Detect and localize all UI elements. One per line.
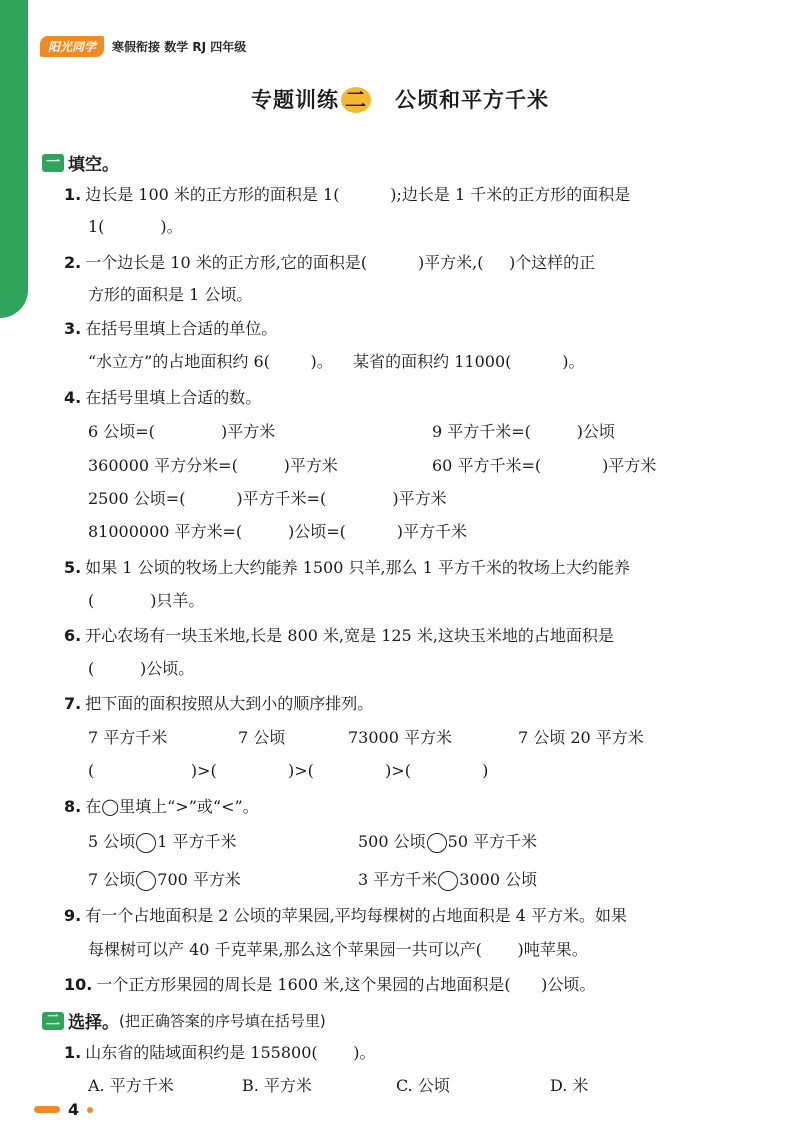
- q7-item2: 7 公顷: [238, 728, 286, 747]
- page-header: [40, 34, 246, 58]
- q1-line2: 1( )。: [88, 217, 183, 236]
- q6-line1: 6. 开心农场有一块玉米地,长是 800 米,宽是 125 米,这块玉米地的占地面积是: [64, 626, 614, 645]
- q3-line1: 3. 在括号里填上合适的单位。: [64, 319, 278, 338]
- choice-option-c: C. 公顷: [396, 1076, 450, 1095]
- q5-line1: 5. 如果 1 公顷的牧场上大约能养 1500 只羊,那么 1 平方千米的牧场上大约能养: [64, 558, 630, 577]
- section-fill-blank: [42, 150, 119, 175]
- q7-answer-row: ( )>( )>( )>( ): [88, 761, 489, 780]
- compare-circle[interactable]: [136, 871, 156, 891]
- q10-line1: 10. 一个正方形果园的周长是 1600 米,这个果园的占地面积是( )公顷。: [64, 975, 596, 994]
- section-title: 填空。: [68, 155, 119, 175]
- q2-line1: 2. 一个边长是 10 米的正方形,它的面积是( )平方米,( )个这样的正: [64, 253, 596, 272]
- choice-option-d: D. 米: [550, 1076, 589, 1095]
- q8-compare-2: 500 公顷 50 平方千米: [358, 832, 538, 851]
- page-footer: [34, 1100, 93, 1119]
- q2-line2: 方形的面积是 1 公顷。: [88, 285, 253, 304]
- compare-circle[interactable]: [438, 871, 458, 891]
- q4-row3: 2500 公顷=( )平方千米=( )平方米: [88, 489, 447, 508]
- q8-compare-1: 5 公顷 1 平方千米: [88, 832, 237, 851]
- q9-line1: 9. 有一个占地面积是 2 公顷的苹果园,平均每棵树的占地面积是 4 平方米。如果: [64, 906, 628, 925]
- section-note: (把正确答案的序号填在括号里): [119, 1012, 326, 1030]
- q8-line1: 8. 在◯里填上“>”或“<”。: [64, 797, 259, 816]
- q7-item4: 7 公顷 20 平方米: [518, 728, 644, 747]
- side-color-tab: [0, 0, 28, 318]
- page-title: [0, 84, 800, 114]
- q4-line1: 4. 在括号里填上合适的数。: [64, 388, 262, 407]
- q1-line1: 1. 边长是 100 米的正方形的面积是 1( );边长是 1 千米的正方形的面积是: [64, 185, 631, 204]
- choice-q1-line1: 1. 山东省的陆域面积约是 155800( )。: [64, 1043, 376, 1062]
- section-choice: [42, 1008, 326, 1033]
- section-badge: 二: [42, 1012, 64, 1030]
- q8-compare-4: 3 平方千米 3000 公顷: [358, 870, 538, 889]
- page-number: 4: [68, 1100, 80, 1119]
- header-text: 寒假衔接 数学 RJ 四年级: [112, 39, 247, 54]
- title-prefix: 专题训练: [251, 88, 339, 112]
- q7-line1: 7. 把下面的面积按照从大到小的顺序排列。: [64, 694, 374, 713]
- brand-logo: 阳光同学: [40, 36, 104, 57]
- section-badge: 一: [42, 154, 64, 172]
- footer-dot: [87, 1107, 93, 1113]
- q7-item3: 73000 平方米: [348, 728, 452, 747]
- q4-row2-left: 360000 平方分米=( )平方米: [88, 456, 338, 475]
- title-suffix: 公顷和平方千米: [395, 88, 549, 112]
- q9-line2: 每棵树可以产 40 千克苹果,那么这个苹果园一共可以产( )吨苹果。: [88, 940, 588, 959]
- q4-row4: 81000000 平方米=( )公顷=( )平方千米: [88, 522, 467, 541]
- section-title: 选择。: [68, 1013, 119, 1033]
- choice-option-a: A. 平方千米: [88, 1076, 174, 1095]
- compare-circle[interactable]: [427, 833, 447, 853]
- q6-line2: ( )公顷。: [88, 659, 195, 678]
- q4-row1-left: 6 公顷=( )平方米: [88, 422, 276, 441]
- q5-line2: ( )只羊。: [88, 591, 205, 610]
- title-number: 二: [341, 87, 371, 113]
- q8-compare-3: 7 公顷 700 平方米: [88, 870, 241, 889]
- choice-option-b: B. 平方米: [242, 1076, 312, 1095]
- compare-circle[interactable]: [136, 833, 156, 853]
- footer-bar: [34, 1106, 60, 1113]
- q4-row1-right: 9 平方千米=( )公顷: [432, 422, 615, 441]
- q7-item1: 7 平方千米: [88, 728, 168, 747]
- q4-row2-right: 60 平方千米=( )平方米: [432, 456, 657, 475]
- q3-line2: “水立方”的占地面积约 6( )。 某省的面积约 11000( )。: [88, 352, 585, 371]
